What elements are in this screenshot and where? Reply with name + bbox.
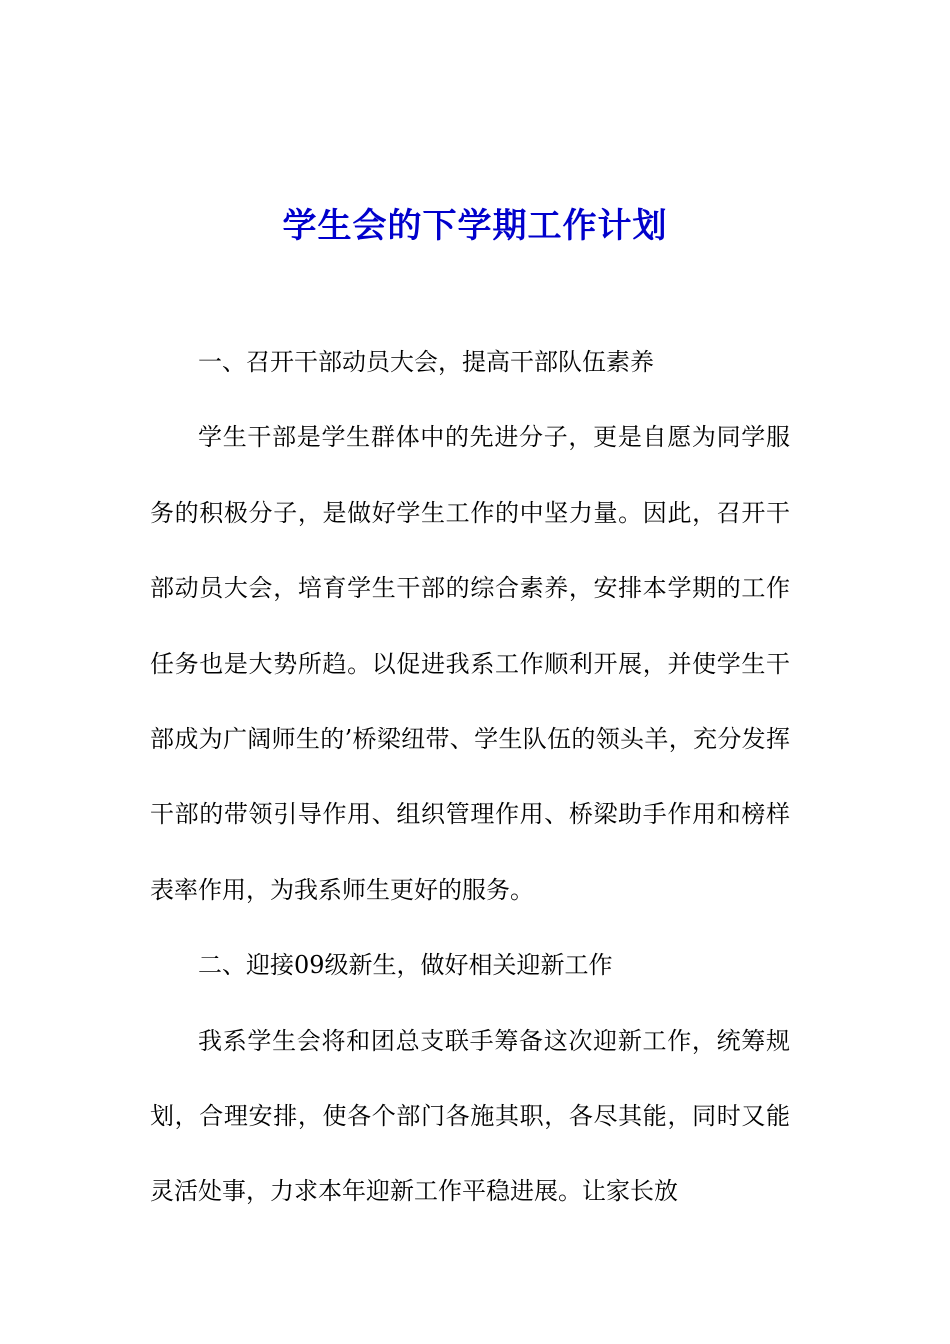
document-body [150,325,790,1230]
body-paragraph-2: 我系学生会将和团总支联手筹备这次迎新工作，统筹规划，合理安排，使各个部门各施其职，各尽其能，同时又能灵活处事，力求本年迎新工作平稳进展。让家长放 [150,1026,790,1206]
body-paragraph-1: 学生干部是学生群体中的先进分子，更是自愿为同学服务的积极分子，是做好学生工作的中坚力量。因此，召开干部动员大会，培育学生干部的综合素养，安排本学期的工作任务也是大势所趋。以促进我系工作顺利开展，并使学生干部成为广阔师生的’桥梁纽带、学生队伍的领头羊，充分发挥干部的带领引导作用、组织管理作用、桥梁助手作用和榜样表率作用，为我系师生更好的服务。 [150,423,790,904]
document-title: 学生会的下学期工作计划 [282,205,668,246]
section-heading-1: 一、召开干部动员大会，提高干部队伍素养 [198,348,654,376]
section-heading-2: 二、迎接09级新生，做好相关迎新工作 [198,951,613,980]
